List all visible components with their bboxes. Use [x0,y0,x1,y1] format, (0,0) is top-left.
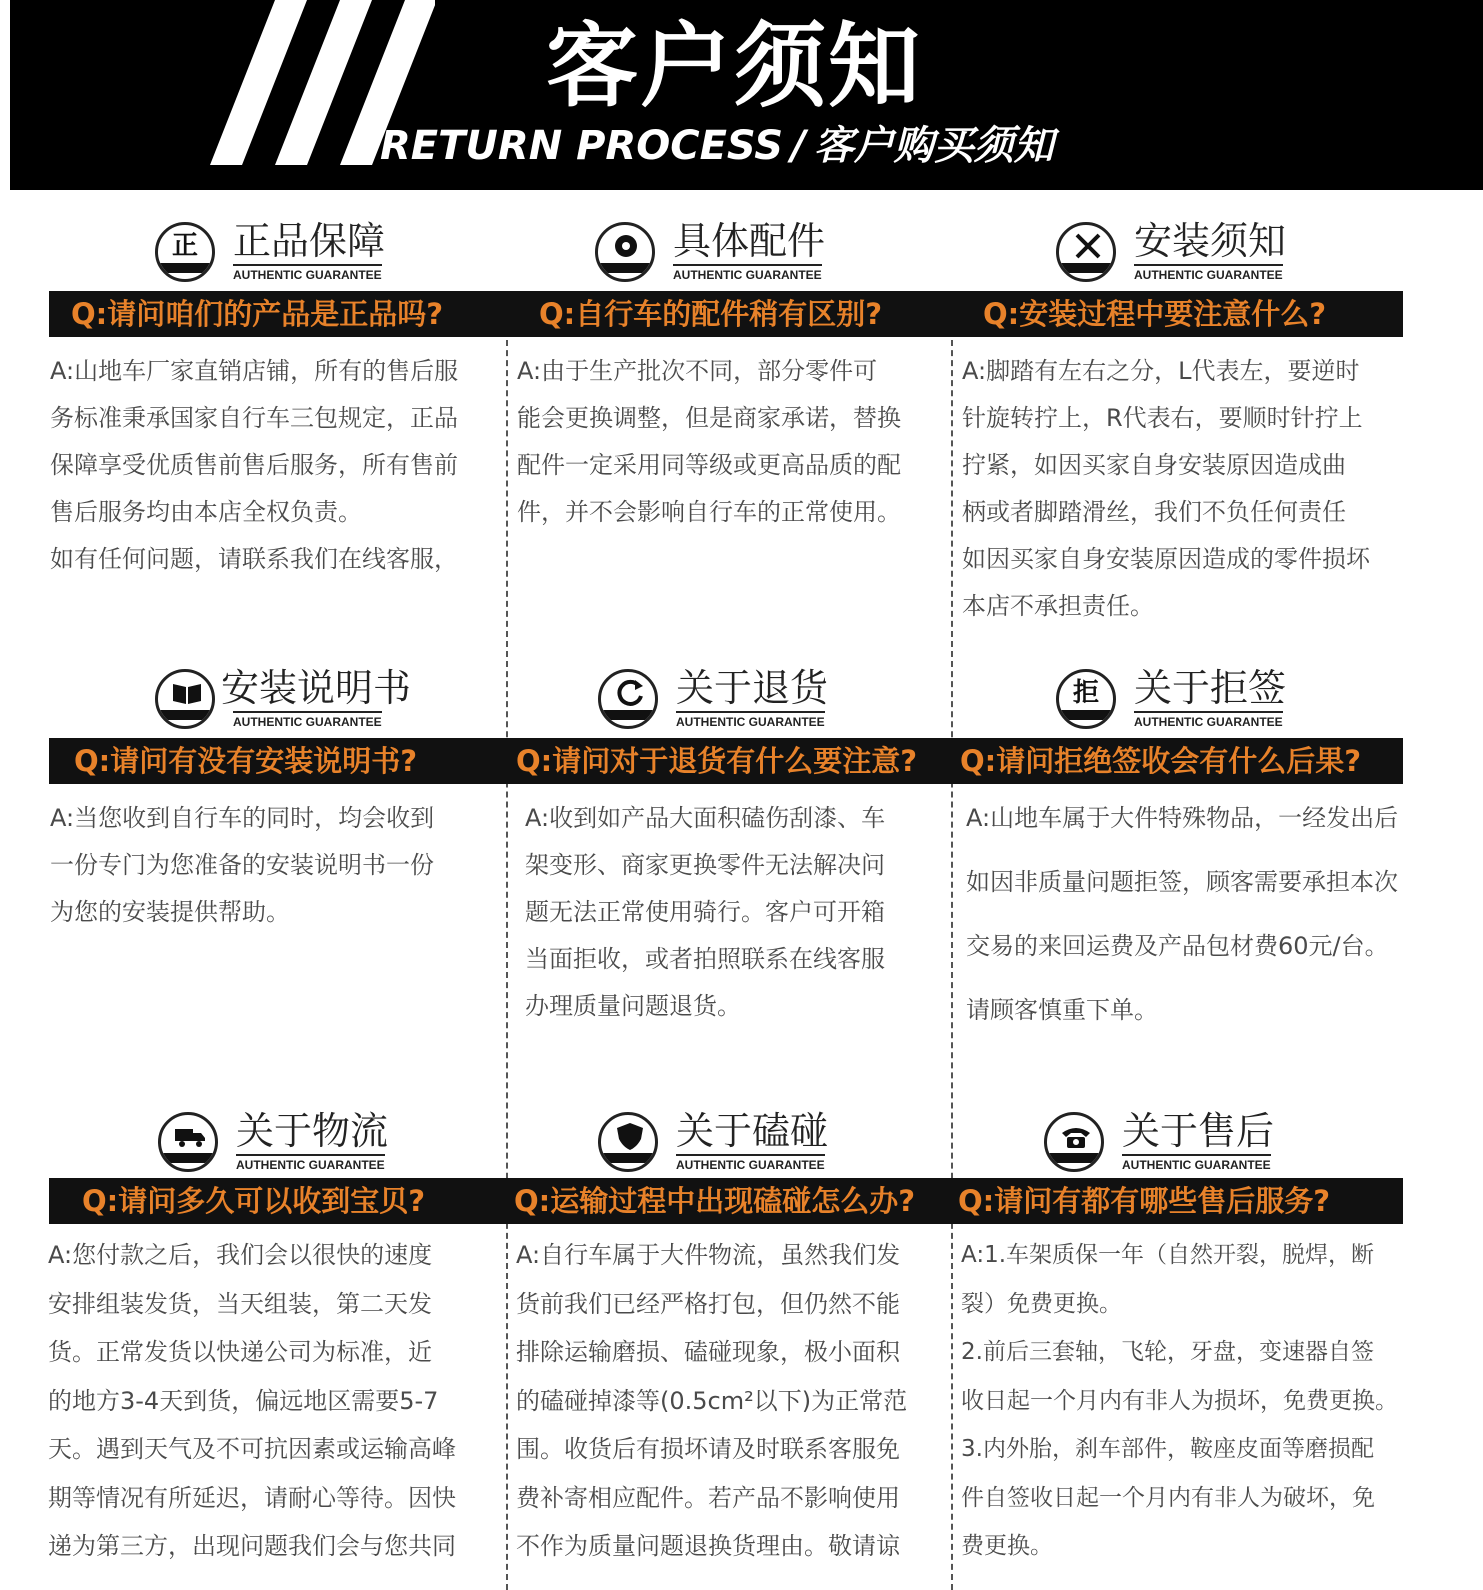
question: Q:请问拒绝签收会有什么后果? [960,744,1362,778]
answer-logistics [48,1232,456,1572]
badge-letter: 正 [171,231,198,261]
answer-line: 如有任何问题，请联系我们在线客服， [50,545,458,573]
shield-icon [598,1112,658,1172]
section-title: 正品保障 [233,219,386,263]
answer-line: 费更换。 [961,1533,1053,1559]
answer-parts [517,348,901,536]
answer-line: 配件一定采用同等级或更高品质的配 [517,451,901,479]
answer-line: A:1.车架质保一年（自然开裂，脱焊，断 [961,1242,1375,1268]
answer-line: 2.前后三套轴，飞轮，牙盘，变速器自签 [961,1339,1374,1365]
refuse-icon [1056,669,1116,729]
question-bar-row-1 [49,291,1403,337]
genuine-icon [155,222,215,282]
answer-line: 交易的来回运费及产品包材费60元/台。 [966,932,1389,960]
parts-icon [595,222,655,282]
section-subtitle: AUTHENTIC GUARANTEE [233,711,382,729]
answer-line: 办理质量问题退货。 [525,992,741,1020]
section-subtitle: AUTHENTIC GUARANTEE [233,264,382,282]
question: Q:请问有没有安装说明书? [74,744,418,778]
answer-line: 货。正常发货以快递公司为标准，近 [48,1338,432,1366]
return-icon [598,669,658,729]
section-subtitle: AUTHENTIC GUARANTEE [1122,1154,1271,1172]
answer-line: A:自行车属于大件物流，虽然我们发 [516,1241,901,1269]
phone-icon [1044,1112,1104,1172]
question: Q:请问对于退货有什么要注意? [516,744,918,778]
answer-line: 的地方3-4天到货，偏远地区需要5-7 [48,1386,439,1415]
answer-refuse [966,795,1398,1051]
section-title: 具体配件 [673,219,826,263]
answer-return [525,795,885,1030]
answer-line: 柄或者脚踏滑丝，我们不负任何责任 [962,498,1346,526]
answer-line: 件，并不会影响自行车的正常使用。 [517,498,901,526]
answer-line: 不作为质量问题退换货理由。敬请谅 [516,1532,900,1560]
answer-line: A:山地车属于大件特殊物品，一经发出后 [966,804,1399,832]
answer-line: 针旋转拧上，R代表右，要顺时针拧上 [962,404,1363,432]
answer-line: 售后服务均由本店全权负责。 [50,498,362,526]
answer-line: 如因买家自身安装原因造成的零件损坏 [962,545,1370,573]
section-title: 关于售后 [1122,1109,1275,1153]
section-title: 安装须知 [1134,219,1287,263]
section-subtitle: AUTHENTIC GUARANTEE [1134,711,1283,729]
question-bar-row-3 [49,1178,1403,1224]
section-title: 关于磕碰 [676,1109,829,1153]
answer-line: 收日起一个月内有非人为损坏，免费更换。 [961,1387,1398,1414]
question: Q:运输过程中出现磕碰怎么办? [514,1184,916,1218]
answer-line: 架变形、商家更换零件无法解决问 [525,851,885,879]
answer-line: 本店不承担责任。 [962,592,1154,620]
answer-line: A:脚踏有左右之分，L代表左，要逆时 [962,357,1360,385]
question: Q:自行车的配件稍有区别? [539,297,883,331]
answer-line: A:当您收到自行车的同时，均会收到 [50,804,435,832]
header-banner [10,0,1483,190]
question: Q:安装过程中要注意什么? [983,297,1327,331]
answer-line: 题无法正常使用骑行。客户可开箱 [525,898,885,926]
answer-line: 保障享受优质售前售后服务，所有售前 [50,451,458,479]
answer-line: 裂）免费更换。 [961,1290,1122,1317]
subtitle-en: RETURN PROCESS [380,123,784,169]
answer-line: 务标准秉承国家自行车三包规定，正品 [50,404,458,432]
truck-icon [158,1112,218,1172]
answer-line: 当面拒收，或者拍照联系在线客服 [525,945,885,973]
answer-install [962,348,1370,630]
answer-line: A:收到如产品大面积磕伤刮漆、车 [525,804,886,832]
answer-line: 围。收货后有损坏请及时联系客服免 [516,1435,900,1463]
subtitle-cn: 客户购买须知 [813,123,1054,169]
answer-line: 费补寄相应配件。若产品不影响使用 [516,1483,900,1512]
section-subtitle: AUTHENTIC GUARANTEE [676,1154,825,1172]
question: Q:请问多久可以收到宝贝? [82,1184,426,1218]
answer-line: 天。遇到天气及不可抗因素或运输高峰 [48,1435,456,1463]
column-divider-2 [951,330,953,1590]
answer-line: 货前我们已经严格打包，但仍然不能 [516,1289,900,1318]
section-subtitle: AUTHENTIC GUARANTEE [1134,264,1283,282]
section-title: 安装说明书 [221,666,412,710]
section-subtitle: AUTHENTIC GUARANTEE [236,1154,385,1172]
answer-line: 排除运输磨损、磕碰现象，极小面积 [516,1338,900,1366]
section-title: 关于拒签 [1134,666,1287,710]
question-bar-row-2 [49,738,1403,784]
answer-line: 为您的安装提供帮助。 [50,898,290,926]
answer-line: 拧紧，如因买家自身安装原因造成曲 [962,451,1346,479]
answer-line: 安排组装发货，当天组装，第二天发 [48,1289,432,1318]
section-title: 关于退货 [676,666,829,710]
section-title: 关于物流 [236,1109,389,1153]
answer-aftersale [961,1232,1398,1572]
section-subtitle: AUTHENTIC GUARANTEE [676,711,825,729]
answer-line: 如因非质量问题拒签，顾客需要承担本次 [966,868,1398,896]
answer-line: 件自签收日起一个月内有非人为破坏，免 [961,1484,1375,1511]
section-subtitle: AUTHENTIC GUARANTEE [673,264,822,282]
answer-manual [50,795,434,936]
page-subtitle [380,122,1054,170]
answer-collision [516,1232,907,1572]
answer-line: A:山地车厂家直销店铺，所有的售后服 [50,357,459,385]
answer-genuine [50,348,458,583]
tools-icon [1056,222,1116,282]
badge-letter: 拒 [1072,678,1099,708]
answer-line: 一份专门为您准备的安装说明书一份 [50,851,434,879]
answer-line: 3.内外胎，刹车部件，鞍座皮面等磨损配 [961,1436,1374,1462]
question: Q:请问有都有哪些售后服务? [958,1184,1331,1218]
question: Q:请问咱们的产品是正品吗? [71,297,444,331]
manual-book-icon [155,669,215,729]
answer-line: 请顾客慎重下单。 [966,996,1158,1024]
answer-line: 期等情况有所延迟，请耐心等待。因快 [48,1483,456,1512]
page-title: 客户须知 [546,13,923,120]
subtitle-separator: / [791,123,806,169]
answer-line: A:您付款之后，我们会以很快的速度 [48,1241,433,1269]
answer-line: 递为第三方，出现问题我们会与您共同 [48,1532,456,1560]
answer-line: A:由于生产批次不同，部分零件可 [517,357,878,385]
answer-line: 的磕碰掉漆等(0.5cm²以下)为正常范 [516,1386,908,1415]
answer-line: 能会更换调整，但是商家承诺，替换 [517,404,901,432]
column-divider-1 [506,330,508,1590]
